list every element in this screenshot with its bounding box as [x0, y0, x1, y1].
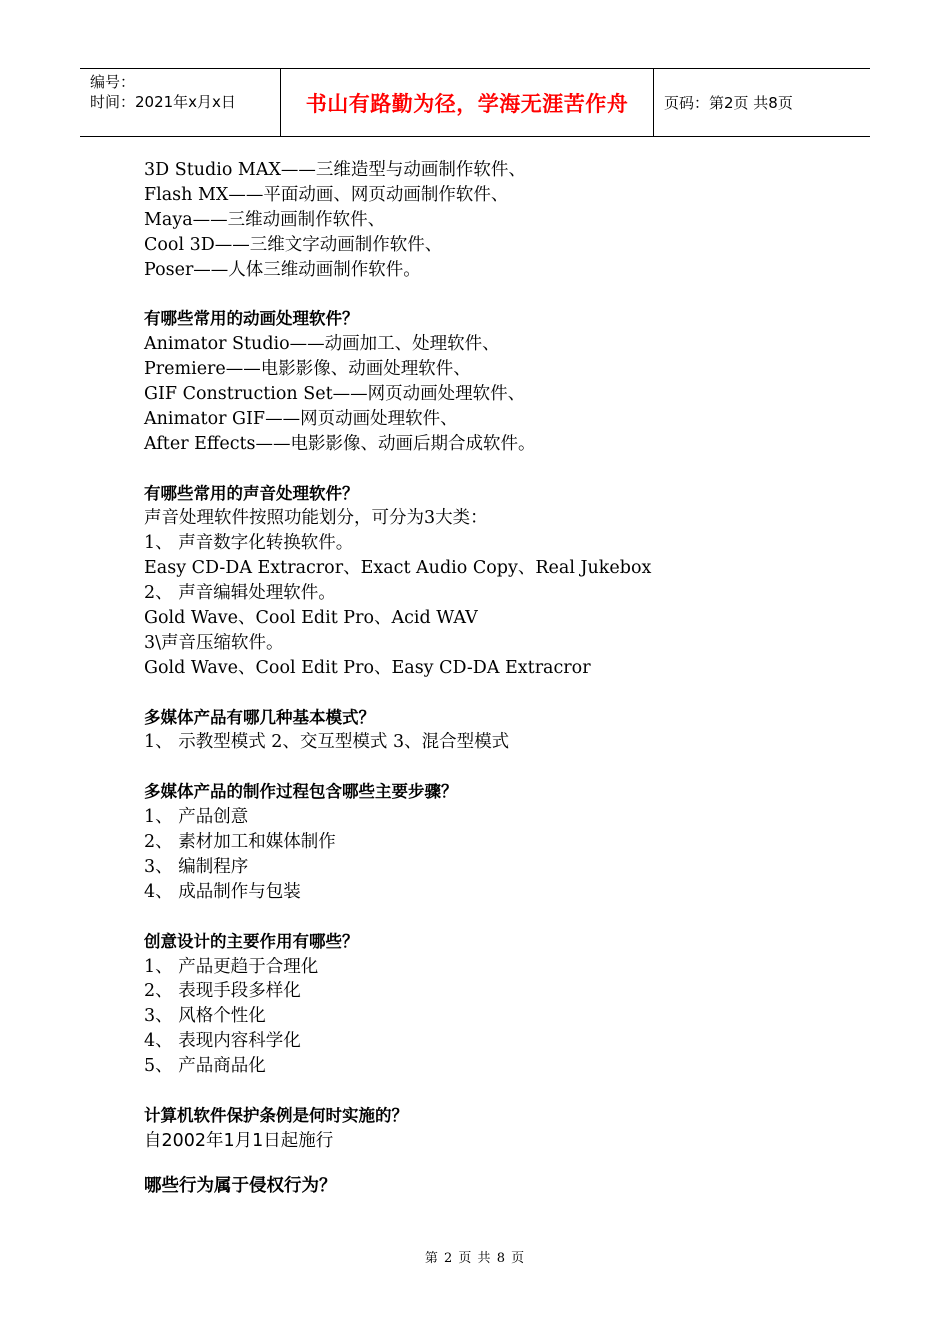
list-item: 3、 风格个性化: [144, 1006, 266, 1027]
section-audio-software: [144, 482, 844, 681]
text-line: 1、 声音数字化转换软件。: [144, 533, 354, 554]
text-line: 1、 示教型模式 2、交互型模式 3、混合型模式: [144, 732, 510, 753]
text-line: GIF Construction Set——网页动画处理软件、: [144, 384, 526, 405]
header-motto: 书山有路勤为径，学海无涯苦作舟: [281, 69, 654, 136]
time-label: 时间：2021年x月x日: [90, 93, 236, 111]
text-line: Animator Studio——动画加工、处理软件、: [144, 334, 500, 355]
list-item: 3、 编制程序: [144, 856, 249, 877]
question-heading: 计算机软件保护条例是何时实施的？: [144, 1105, 408, 1125]
list-item: 4、 表现内容科学化: [144, 1031, 301, 1052]
question-heading: 有哪些常用的动画处理软件？: [144, 309, 359, 329]
question-heading: 创意设计的主要作用有哪些？: [144, 931, 359, 951]
text-line: Easy CD-DA Extracror、Exact Audio Copy、Real Jukebox: [144, 558, 652, 579]
text-line: Animator GIF——网页动画处理软件、: [144, 408, 458, 429]
text-line: Cool 3D——三维文字动画制作软件、: [144, 234, 443, 255]
text-line: 2、 声音编辑处理软件。: [144, 583, 336, 604]
list-item: 5、 产品商品化: [144, 1056, 266, 1077]
text-line: Maya——三维动画制作软件、: [144, 209, 386, 230]
list-item: 2、 表现手段多样化: [144, 981, 301, 1002]
text-line: 声音处理软件按照功能划分，可分为3大类：: [144, 508, 488, 529]
text-line: Poser——人体三维动画制作软件。: [144, 259, 421, 280]
answer-text: 自2002年1月1日起施行: [144, 1130, 334, 1151]
question-heading: 哪些行为属于侵权行为？: [144, 1175, 337, 1196]
section-product-modes: [144, 706, 844, 756]
section-production-steps: [144, 780, 844, 904]
question-heading: 有哪些常用的声音处理软件？: [144, 483, 359, 503]
section-creative-design: [144, 930, 844, 1079]
section-law: [144, 1104, 844, 1154]
list-item: 4、 成品制作与包装: [144, 881, 301, 902]
number-label: 编号：: [90, 73, 136, 91]
text-line: Flash MX——平面动画、网页动画制作软件、: [144, 184, 509, 205]
list-item: 2、 素材加工和媒体制作: [144, 832, 336, 853]
list-item: 1、 产品更趋于合理化: [144, 956, 319, 977]
document-body: [144, 158, 844, 1199]
section-animation-software: [144, 307, 844, 456]
question-heading: 多媒体产品的制作过程包含哪些主要步骤？: [144, 782, 458, 802]
text-line: After Effects——电影影像、动画后期合成软件。: [144, 433, 536, 454]
section-3d-software: [144, 158, 844, 282]
text-line: 3D Studio MAX——三维造型与动画制作软件、: [144, 160, 526, 180]
list-item: 1、 产品创意: [144, 807, 249, 828]
text-line: 3\声音压缩软件。: [144, 632, 284, 653]
text-line: Gold Wave、Cool Edit Pro、Acid WAV: [144, 608, 478, 629]
text-line: Premiere——电影影像、动画处理软件、: [144, 359, 471, 380]
header-page-info: 页码：第2页 共8页: [664, 94, 793, 112]
question-heading: 多媒体产品有哪几种基本模式？: [144, 707, 375, 727]
page-footer: 第 2 页 共 8 页: [424, 1251, 526, 1266]
header-meta: [80, 69, 281, 136]
page-header: [80, 68, 870, 137]
text-line: Gold Wave、Cool Edit Pro、Easy CD-DA Extracror: [144, 657, 591, 678]
